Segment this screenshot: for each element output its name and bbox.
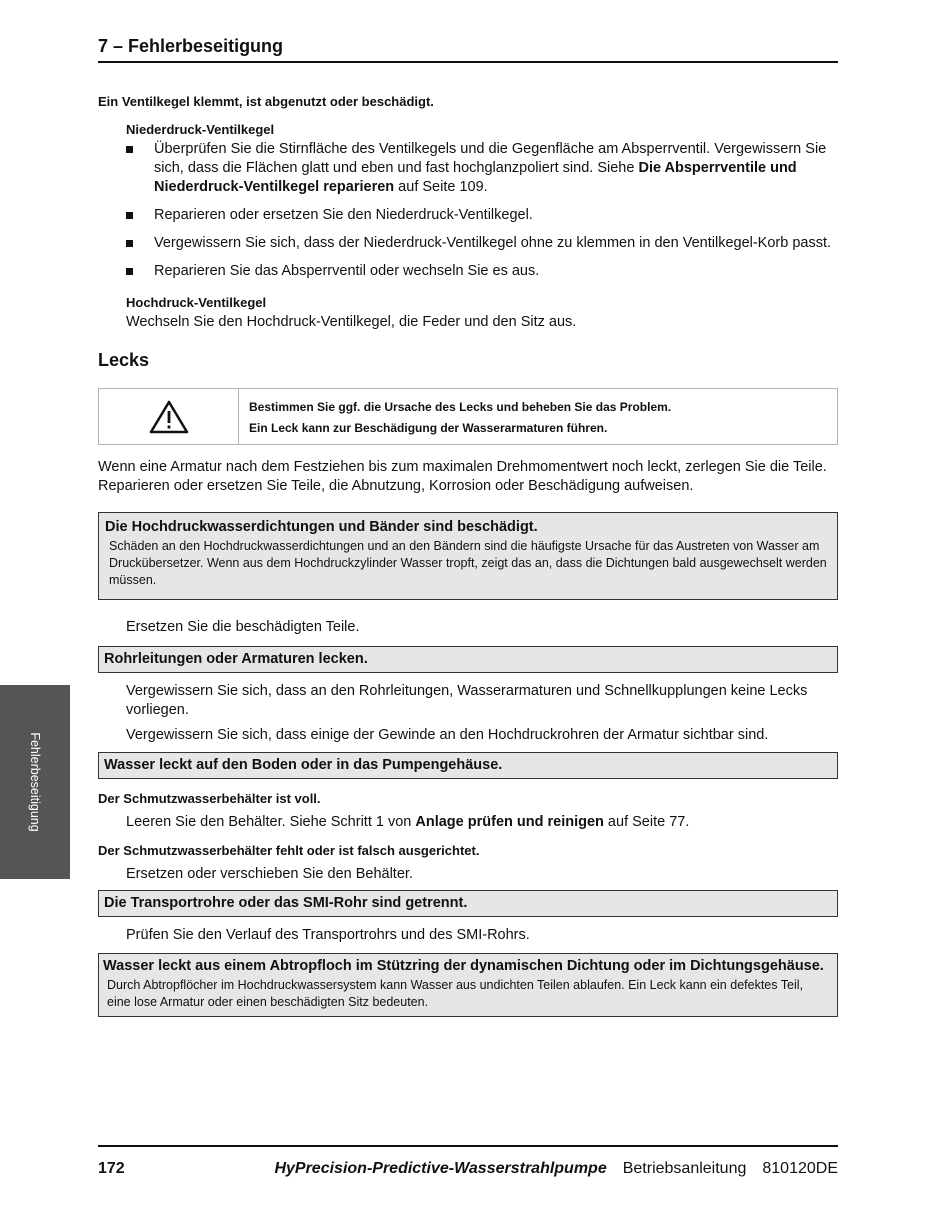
subheading-low-pressure: Niederdruck-Ventilkegel: [126, 122, 275, 137]
problem-action: Ersetzen oder verschieben Sie den Behälter.: [126, 866, 413, 882]
warning-box: [98, 388, 838, 445]
page-footer: [98, 1145, 838, 1178]
side-tab-label: Fehlerbeseitigung: [28, 732, 42, 832]
problem-action: Vergewissern Sie sich, dass einige der Gewinde an den Hochdruckrohren der Armatur sichtbar sind.: [126, 727, 769, 743]
document-number: 810120DE: [762, 1160, 838, 1177]
chapter-title: 7 – Fehlerbeseitigung: [98, 36, 284, 56]
document-type: Betriebsanleitung: [622, 1160, 747, 1177]
bullet-square-icon: [126, 268, 133, 275]
problem-title: Wasser leckt aus einem Abtropfloch im Stützring der dynamischen Dichtung oder im Dichtungsgehäuse.: [103, 958, 824, 974]
problem-bar-transport-tubes: Die Transportrohre oder das SMI-Rohr sind getrennt.: [98, 890, 838, 917]
subheading-high-pressure: Hochdruck-Ventilkegel: [126, 295, 267, 310]
problem-bar-floor-leak: Wasser leckt auf den Boden oder in das Pumpengehäuse.: [98, 752, 838, 779]
problem-title: Die Hochdruckwasserdichtungen und Bänder sind beschädigt.: [105, 519, 538, 535]
chapter-side-tab: [0, 685, 70, 879]
list-item: Reparieren Sie das Absperrventil oder wechseln Sie es aus.: [126, 262, 838, 281]
problem-box-drip-hole: [98, 953, 838, 1017]
page-content: [98, 94, 838, 1017]
warning-line: Ein Leck kann zur Beschädigung der Wasserarmaturen führen.: [249, 421, 608, 435]
list-item: Vergewissern Sie sich, dass der Niederdruck-Ventilkegel ohne zu klemmen in den Ventilkegel-Korb passt.: [126, 234, 838, 253]
problem-action: Vergewissern Sie sich, dass an den Rohrleitungen, Wasserarmaturen und Schnellkupplungen keine Lecks vorliegen.: [126, 683, 808, 718]
problem-description: Durch Abtropflöcher im Hochdruckwassersystem kann Wasser aus undichten Teilen ablaufen. Ein Leck kann ein defektes Teil, eine lose Armatur oder einen beschädigten Sitz bedeuten.: [107, 978, 803, 1009]
bullet-square-icon: [126, 240, 133, 247]
cross-reference-link[interactable]: Die Absperrventile und Niederdruck-Ventilkegel reparieren: [154, 160, 797, 195]
warning-triangle-icon: [149, 399, 189, 435]
problem-description: Schäden an den Hochdruckwasserdichtungen und an den Bändern sind die häufigste Ursache für das Austreten von Wasser am Druckübersetzer. Wenn aus dem Hochdruckzylinder Wasser tropft, zeigt das an, dass die Dichtungen bald ausgewechselt werden müssen.: [109, 539, 827, 587]
low-pressure-steps: [98, 140, 838, 281]
problem-action: Ersetzen Sie die beschädigten Teile.: [126, 619, 360, 635]
product-name: HyPrecision-Predictive-Wasserstrahlpumpe: [274, 1160, 607, 1177]
page-number: 172: [98, 1160, 125, 1177]
condition-heading: Der Schmutzwasserbehälter fehlt oder ist falsch ausgerichtet.: [98, 843, 480, 858]
problem-bar-pipes: Rohrleitungen oder Armaturen lecken.: [98, 646, 838, 673]
list-item: Reparieren oder ersetzen Sie den Niederdruck-Ventilkegel.: [126, 206, 838, 225]
condition-heading: Der Schmutzwasserbehälter ist voll.: [98, 791, 321, 806]
bullet-square-icon: [126, 212, 133, 219]
problem-box-seals: [98, 512, 838, 600]
warning-line: Bestimmen Sie ggf. die Ursache des Lecks und beheben Sie das Problem.: [249, 400, 672, 414]
lecks-intro: Wenn eine Armatur nach dem Festziehen bis zum maximalen Drehmomentwert noch leckt, zerlegen Sie die Teile. Reparieren oder ersetzen Sie Teile, die Abnutzung, Korrosion oder Beschädigung aufweisen.: [98, 459, 827, 494]
bullet-square-icon: [126, 146, 133, 153]
problem-action: Prüfen Sie den Verlauf des Transportrohrs und des SMI-Rohrs.: [126, 927, 530, 943]
high-pressure-action: Wechseln Sie den Hochdruck-Ventilkegel, die Feder und den Sitz aus.: [126, 314, 577, 330]
warning-text: [239, 389, 681, 444]
warning-icon-cell: [99, 389, 239, 444]
list-item: Überprüfen Sie die Stirnfläche des Ventilkegels und die Gegenfläche am Absperrventil. Vergewissern Sie sich, dass die Flächen glatt und eben und fast hochglanzpoliert sind. Siehe Die Absperrventile und Niederdruck-Ventilkegel reparieren auf Seite 109.: [126, 140, 838, 197]
condition-heading: Ein Ventilkegel klemmt, ist abgenutzt oder beschädigt.: [98, 94, 434, 109]
cross-reference-link[interactable]: Anlage prüfen und reinigen: [415, 814, 604, 830]
page-header: [98, 36, 838, 63]
section-title-lecks: Lecks: [98, 350, 150, 370]
problem-action: Leeren Sie den Behälter. Siehe Schritt 1 von Anlage prüfen und reinigen auf Seite 77.: [126, 814, 690, 830]
